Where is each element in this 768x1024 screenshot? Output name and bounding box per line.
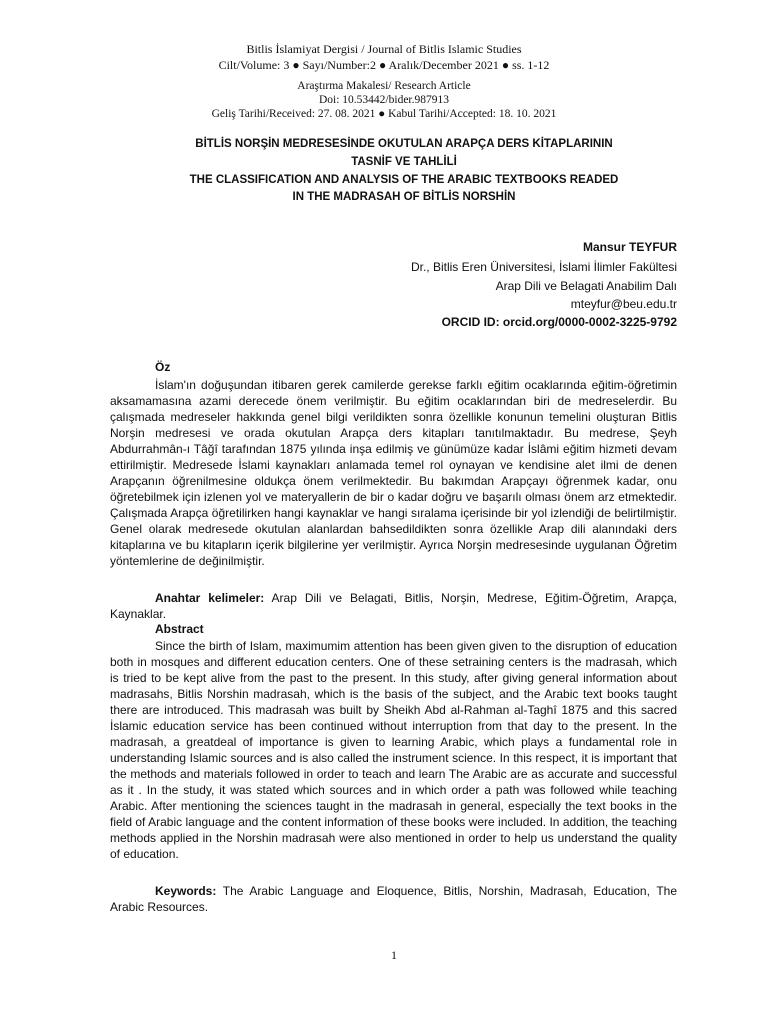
abstract-body: Since the birth of Islam, maximumim attention has been given given to the disruption of education both in mosques and different education centers. One of these setraining centers is the madrasah, which is tried to be kept alive from the past to the present. In this study, after giving general information about madrasahs, Bitlis Norshin madrasah, which is the basis of the subject, and the Arabic text books taught there are introduced. This madrasah was built by Sheikh Abd al-Rahman al-Taghî 1875 and this sacred İslamic education service has been continued without interruption from that day to the present. In the madrasah, a greatdeal of importance is given to learning Arabic, which plays a fundamental role in understanding Islamic sources and is also called the instrument science. In this respect, it is important that the methods and materials followed in order to teach and learn The Arabic are as accurate and successful as it . In the study, it was stated which sources and in which order a path was followed while teaching Arabic. After mentioning the sciences taught in the madrasah in general, especially the text books in the field of Arabic language and the content information of these books were included. In addition, the teaching methods applied in the Norshin madrasah were also mentioned in order to help us understand the quality of education. [110, 639, 677, 861]
abstract-keywords-text: The Arabic Language and Eloquence, Bitlis, Norshin, Madrasah, Education, The Arabic Resources. [110, 884, 677, 914]
oz-keywords-label: Anahtar kelimeler: [155, 591, 265, 605]
page-number: 1 [391, 948, 397, 962]
oz-keywords-paragraph [110, 590, 677, 622]
title-en-line1: THE CLASSIFICATION AND ANALYSIS OF THE ARABIC TEXTBOOKS READED [189, 174, 619, 186]
title-tr-line2: TASNİF VE TAHLİLİ [351, 156, 457, 168]
abstract-keywords-label: Keywords: [155, 884, 217, 898]
author-department: Arap Dili ve Belagati Anabilim Dalı [495, 279, 677, 293]
title-tr-line1: BİTLİS NORŞİN MEDRESESİNDE OKUTULAN ARAPÇA DERS KİTAPLARININ [195, 138, 613, 150]
abstract-heading: Abstract [155, 622, 204, 636]
abstract-section [110, 638, 677, 862]
submission-dates: Geliş Tarihi/Received: 27. 08. 2021 ● Kabul Tarihi/Accepted: 18. 10. 2021 [211, 108, 557, 120]
abstract-keywords-paragraph [110, 883, 677, 915]
author-orcid: ORCID ID: orcid.org/0000-0002-3225-9792 [441, 315, 677, 329]
title-en-line2: IN THE MADRASAH OF BİTLİS NORSHİN [292, 191, 516, 203]
author-email: mteyfur@beu.edu.tr [570, 297, 677, 311]
oz-section [110, 377, 677, 569]
abstract-keywords [110, 883, 677, 915]
doi: Doi: 10.53442/bider.987913 [318, 94, 449, 106]
oz-body: İslam'ın doğuşundan itibaren gerek camilerde gerekse farklı eğitim ocaklarında eğitim-öğretimin aksamamasına azami derecede önem verilmiştir. Bu eğitim ocaklarından biri de medreselerdir. Bu çalışmada medreseler hakkında genel bilgi verildikten sonra özellikle konunun temelini oluşturan Bitlis Norşin medresesi ve orada okutulan Arapça ders kitapları tanıtılmaktadır. Bu medrese, Şeyh Abdurrahmân-ı Tâğî tarafından 1875 yılında inşa edilmiş ve günümüze kadar İslâmi eğitim hizmeti devam ettirilmiştir. Medresede İslami kaynakları anlamada temel rol oynayan ve kendisine alet ilmi de denen Arapçanın öğrenilmesine oldukça önem verilmektedir. Bu bakımdan Arapçayı öğrenmek kadar, onu öğretebilmek için izlenen yol ve materyallerin de bir o kadar doğru ve başarılı olması önem arz etmektedir. Çalışmada Arapça öğretilirken hangi kaynaklar ve hangi sıralama içerisinde bir yol izlendiği de belirtilmiştir. Genel olarak medresede okutulan alanlardan bahsedildikten sonra özellikle Arap dili alanındaki ders kitaplarına ve bu kitapların içerik bilgilerine yer verilmiştir. Ayrıca Norşin medresesinde uygulanan Öğretim yöntemlerine de değinilmiştir. [110, 378, 677, 568]
article-type: Araştırma Makalesi/ Research Article [297, 80, 471, 92]
oz-keywords [110, 590, 677, 622]
journal-issue: Cilt/Volume: 3 ● Sayı/Number:2 ● Aralık/December 2021 ● ss. 1-12 [218, 58, 550, 72]
author-affiliation: Dr., Bitlis Eren Üniversitesi, İslami İlimler Fakültesi [410, 260, 677, 274]
author-name: Mansur TEYFUR [582, 240, 677, 254]
oz-keywords-text: Arap Dili ve Belagati, Bitlis, Norşin, Medrese, Eğitim-Öğretim, Arapça, Kaynaklar. [110, 591, 677, 621]
journal-title: Bitlis İslamiyat Dergisi / Journal of Bitlis Islamic Studies [246, 42, 522, 56]
oz-heading: Öz [155, 360, 171, 374]
